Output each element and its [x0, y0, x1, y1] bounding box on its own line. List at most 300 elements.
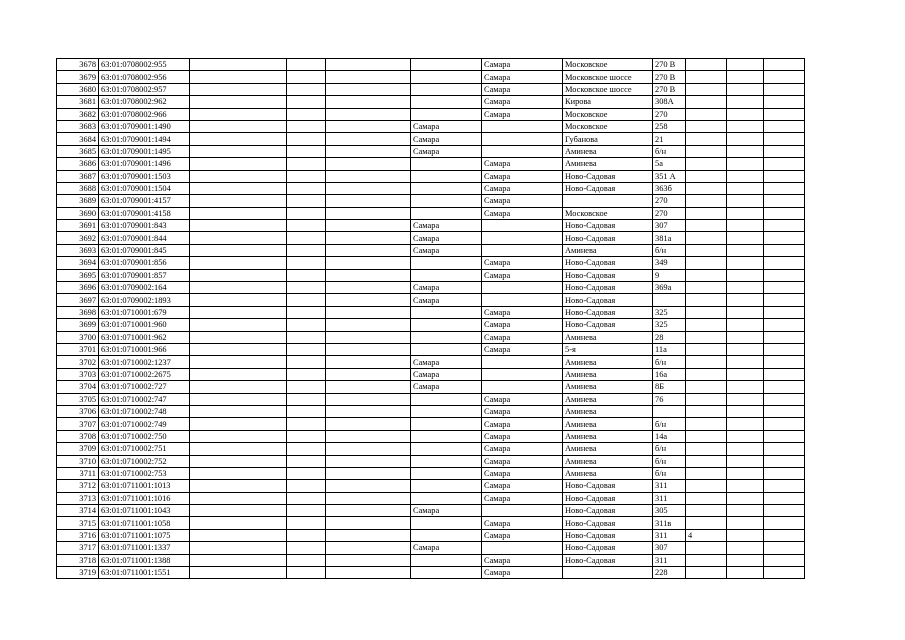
cell-col-e — [326, 120, 411, 132]
cell-col-c — [190, 108, 287, 120]
cell-col-c — [190, 480, 287, 492]
table-row — [57, 554, 805, 566]
cell-col-d — [287, 492, 326, 504]
cell-row-number: 3682 — [57, 108, 99, 120]
cell-col-j — [686, 505, 727, 517]
cell-col-c — [190, 232, 287, 244]
cell-col-k — [727, 170, 764, 182]
cell-col-c — [190, 282, 287, 294]
cell-row-number: 3684 — [57, 133, 99, 145]
cell-row-number: 3717 — [57, 542, 99, 554]
cell-col-c — [190, 455, 287, 467]
cell-col-c — [190, 529, 287, 541]
table-row — [57, 517, 805, 529]
cell-col-k — [727, 542, 764, 554]
cell-house: 21 — [653, 133, 686, 145]
cell-cadastral-number: 63:01:0710002:2675 — [99, 368, 190, 380]
cell-street: Ново-Садовая — [563, 505, 653, 517]
cell-col-j — [686, 71, 727, 83]
cell-house: 14а — [653, 430, 686, 442]
cell-col-j: 4 — [686, 529, 727, 541]
cell-col-e — [326, 133, 411, 145]
cell-col-e — [326, 505, 411, 517]
cell-col-k — [727, 356, 764, 368]
cell-cadastral-number: 63:01:0710001:966 — [99, 343, 190, 355]
cell-cadastral-number: 63:01:0711001:1043 — [99, 505, 190, 517]
cell-city-a: Самара — [411, 542, 482, 554]
cell-col-j — [686, 145, 727, 157]
cell-col-k — [727, 381, 764, 393]
cell-house: б/н — [653, 467, 686, 479]
cell-house: 311 — [653, 554, 686, 566]
cell-col-l — [764, 257, 805, 269]
cell-city-a — [411, 405, 482, 417]
cell-city-b: Самара — [482, 59, 563, 71]
cell-col-d — [287, 220, 326, 232]
cell-col-j — [686, 480, 727, 492]
cell-row-number: 3690 — [57, 207, 99, 219]
cell-street: Московское — [563, 59, 653, 71]
table-row — [57, 430, 805, 442]
cell-city-a — [411, 207, 482, 219]
cell-street: Ново-Садовая — [563, 319, 653, 331]
cell-col-k — [727, 467, 764, 479]
cell-col-d — [287, 356, 326, 368]
cell-cadastral-number: 63:01:0708002:966 — [99, 108, 190, 120]
cell-city-b: Самара — [482, 480, 563, 492]
cell-col-j — [686, 133, 727, 145]
cell-col-j — [686, 492, 727, 504]
cell-city-a — [411, 257, 482, 269]
cell-col-j — [686, 356, 727, 368]
cell-col-e — [326, 195, 411, 207]
cell-col-l — [764, 120, 805, 132]
cell-row-number: 3719 — [57, 567, 99, 579]
cell-cadastral-number: 63:01:0711001:1016 — [99, 492, 190, 504]
cell-col-e — [326, 567, 411, 579]
cell-col-j — [686, 554, 727, 566]
cell-city-b: Самара — [482, 443, 563, 455]
cell-col-k — [727, 207, 764, 219]
cell-col-c — [190, 120, 287, 132]
cell-col-l — [764, 182, 805, 194]
cell-row-number: 3710 — [57, 455, 99, 467]
cell-cadastral-number: 63:01:0710002:1237 — [99, 356, 190, 368]
cell-col-c — [190, 71, 287, 83]
cell-street — [563, 567, 653, 579]
cell-house: 270 В — [653, 71, 686, 83]
cell-col-e — [326, 207, 411, 219]
cell-col-l — [764, 71, 805, 83]
cell-street: 5-я — [563, 343, 653, 355]
cell-city-a — [411, 71, 482, 83]
cell-col-j — [686, 455, 727, 467]
cell-col-k — [727, 418, 764, 430]
cell-street: Аминева — [563, 405, 653, 417]
cell-col-j — [686, 567, 727, 579]
cell-col-c — [190, 158, 287, 170]
cell-street: Кирова — [563, 96, 653, 108]
cell-house — [653, 405, 686, 417]
cell-col-e — [326, 83, 411, 95]
cell-house: 5а — [653, 158, 686, 170]
cell-house: 325 — [653, 306, 686, 318]
cell-col-e — [326, 220, 411, 232]
cell-city-b — [482, 381, 563, 393]
cell-street: Ново-Садовая — [563, 232, 653, 244]
table-row — [57, 244, 805, 256]
cell-col-k — [727, 145, 764, 157]
cell-col-e — [326, 356, 411, 368]
cell-col-k — [727, 232, 764, 244]
cell-city-b: Самара — [482, 170, 563, 182]
cell-row-number: 3700 — [57, 331, 99, 343]
cell-col-j — [686, 306, 727, 318]
cell-street: Губанова — [563, 133, 653, 145]
cell-house: 270 — [653, 207, 686, 219]
cell-col-l — [764, 220, 805, 232]
cell-row-number: 3680 — [57, 83, 99, 95]
cell-col-j — [686, 343, 727, 355]
cell-house: 8Б — [653, 381, 686, 393]
cell-row-number: 3705 — [57, 393, 99, 405]
cell-city-b — [482, 542, 563, 554]
cell-city-b: Самара — [482, 492, 563, 504]
cell-col-e — [326, 170, 411, 182]
cell-house: 351 А — [653, 170, 686, 182]
cell-street: Ново-Садовая — [563, 269, 653, 281]
cell-house: 76 — [653, 393, 686, 405]
cell-col-k — [727, 443, 764, 455]
cell-col-c — [190, 145, 287, 157]
cell-cadastral-number: 63:01:0709001:4157 — [99, 195, 190, 207]
cell-city-a — [411, 529, 482, 541]
table-row — [57, 505, 805, 517]
cell-cadastral-number: 63:01:0711001:1551 — [99, 567, 190, 579]
cell-col-c — [190, 368, 287, 380]
cell-col-j — [686, 120, 727, 132]
cell-col-l — [764, 269, 805, 281]
cell-col-j — [686, 170, 727, 182]
cell-col-l — [764, 467, 805, 479]
table-row — [57, 455, 805, 467]
cell-col-e — [326, 294, 411, 306]
table-row — [57, 356, 805, 368]
cell-col-d — [287, 83, 326, 95]
cell-street: Аминева — [563, 145, 653, 157]
cell-col-e — [326, 343, 411, 355]
cell-col-c — [190, 59, 287, 71]
cell-col-k — [727, 71, 764, 83]
cell-col-k — [727, 59, 764, 71]
table-row — [57, 59, 805, 71]
cell-col-j — [686, 108, 727, 120]
cell-row-number: 3711 — [57, 467, 99, 479]
cell-row-number: 3701 — [57, 343, 99, 355]
table-row — [57, 220, 805, 232]
cell-street: Аминева — [563, 331, 653, 343]
cell-col-d — [287, 170, 326, 182]
cell-col-d — [287, 59, 326, 71]
cell-col-l — [764, 170, 805, 182]
cell-col-d — [287, 554, 326, 566]
table-row — [57, 120, 805, 132]
cell-row-number: 3687 — [57, 170, 99, 182]
cell-col-k — [727, 282, 764, 294]
cell-col-e — [326, 529, 411, 541]
cell-city-a — [411, 418, 482, 430]
cell-city-b: Самара — [482, 71, 563, 83]
cell-city-b: Самара — [482, 182, 563, 194]
table-row — [57, 83, 805, 95]
cell-street: Аминева — [563, 368, 653, 380]
cell-cadastral-number: 63:01:0711001:1337 — [99, 542, 190, 554]
cell-house: 305 — [653, 505, 686, 517]
cell-col-c — [190, 269, 287, 281]
cell-col-e — [326, 319, 411, 331]
cell-col-j — [686, 381, 727, 393]
cell-col-k — [727, 331, 764, 343]
cell-col-k — [727, 220, 764, 232]
cell-cadastral-number: 63:01:0710002:748 — [99, 405, 190, 417]
cell-col-e — [326, 145, 411, 157]
cell-col-k — [727, 96, 764, 108]
cell-col-j — [686, 331, 727, 343]
cell-house: 228 — [653, 567, 686, 579]
cell-col-j — [686, 467, 727, 479]
cell-col-d — [287, 120, 326, 132]
cell-col-c — [190, 207, 287, 219]
cell-street: Ново-Садовая — [563, 306, 653, 318]
cell-street: Аминева — [563, 467, 653, 479]
cell-col-c — [190, 430, 287, 442]
cell-city-b: Самара — [482, 418, 563, 430]
cell-city-b: Самара — [482, 158, 563, 170]
cell-col-c — [190, 381, 287, 393]
cell-col-d — [287, 430, 326, 442]
cell-col-j — [686, 282, 727, 294]
cell-cadastral-number: 63:01:0709001:856 — [99, 257, 190, 269]
cell-col-e — [326, 269, 411, 281]
cell-col-k — [727, 133, 764, 145]
cell-city-b: Самара — [482, 319, 563, 331]
cell-row-number: 3702 — [57, 356, 99, 368]
cell-col-d — [287, 108, 326, 120]
cell-cadastral-number: 63:01:0709001:1490 — [99, 120, 190, 132]
cell-city-a — [411, 83, 482, 95]
cell-col-l — [764, 517, 805, 529]
cell-street: Ново-Садовая — [563, 542, 653, 554]
cell-col-d — [287, 195, 326, 207]
cell-col-e — [326, 182, 411, 194]
cell-col-k — [727, 529, 764, 541]
table-row — [57, 207, 805, 219]
cell-street: Ново-Садовая — [563, 220, 653, 232]
cell-col-d — [287, 381, 326, 393]
cell-street: Ново-Садовая — [563, 282, 653, 294]
cell-col-k — [727, 430, 764, 442]
cell-house: 28 — [653, 331, 686, 343]
cell-col-d — [287, 182, 326, 194]
cell-col-d — [287, 467, 326, 479]
cell-street: Ново-Садовая — [563, 480, 653, 492]
cell-col-l — [764, 108, 805, 120]
cell-row-number: 3714 — [57, 505, 99, 517]
cell-col-c — [190, 96, 287, 108]
cell-cadastral-number: 63:01:0711001:1058 — [99, 517, 190, 529]
cell-col-j — [686, 405, 727, 417]
cell-row-number: 3713 — [57, 492, 99, 504]
cell-city-a: Самара — [411, 133, 482, 145]
cell-col-d — [287, 368, 326, 380]
cell-col-k — [727, 455, 764, 467]
cell-street: Аминева — [563, 244, 653, 256]
cell-city-a — [411, 108, 482, 120]
cell-col-j — [686, 443, 727, 455]
cell-col-l — [764, 529, 805, 541]
cell-col-l — [764, 331, 805, 343]
cell-col-d — [287, 232, 326, 244]
cell-col-k — [727, 83, 764, 95]
cell-cadastral-number: 63:01:0708002:957 — [99, 83, 190, 95]
table-row — [57, 331, 805, 343]
cell-row-number: 3681 — [57, 96, 99, 108]
cell-col-e — [326, 244, 411, 256]
cell-cadastral-number: 63:01:0710002:727 — [99, 381, 190, 393]
cell-col-c — [190, 220, 287, 232]
cell-cadastral-number: 63:01:0708002:955 — [99, 59, 190, 71]
cell-col-e — [326, 554, 411, 566]
cell-row-number: 3716 — [57, 529, 99, 541]
cell-house: 270 В — [653, 83, 686, 95]
table-row — [57, 145, 805, 157]
cell-cadastral-number: 63:01:0709001:1504 — [99, 182, 190, 194]
cell-city-b: Самара — [482, 269, 563, 281]
cell-street: Ново-Садовая — [563, 529, 653, 541]
cell-col-l — [764, 393, 805, 405]
cell-cadastral-number: 63:01:0709001:845 — [99, 244, 190, 256]
table-row — [57, 96, 805, 108]
cell-city-a — [411, 158, 482, 170]
cell-col-e — [326, 443, 411, 455]
cell-col-l — [764, 282, 805, 294]
cell-col-l — [764, 356, 805, 368]
table-row — [57, 158, 805, 170]
cell-city-b: Самара — [482, 467, 563, 479]
cell-cadastral-number: 63:01:0711001:1075 — [99, 529, 190, 541]
table-row — [57, 393, 805, 405]
cell-col-c — [190, 418, 287, 430]
cell-col-e — [326, 430, 411, 442]
cell-city-a — [411, 554, 482, 566]
cell-col-k — [727, 294, 764, 306]
cell-row-number: 3697 — [57, 294, 99, 306]
cell-cadastral-number: 63:01:0710002:747 — [99, 393, 190, 405]
cell-col-d — [287, 343, 326, 355]
cell-house: 258 — [653, 120, 686, 132]
cell-city-a: Самара — [411, 244, 482, 256]
cell-house — [653, 294, 686, 306]
cell-cadastral-number: 63:01:0709002:1893 — [99, 294, 190, 306]
cell-col-k — [727, 158, 764, 170]
cell-cadastral-number: 63:01:0709001:844 — [99, 232, 190, 244]
cell-col-d — [287, 529, 326, 541]
cell-col-e — [326, 405, 411, 417]
cell-col-k — [727, 393, 764, 405]
cell-city-b — [482, 356, 563, 368]
table-row — [57, 170, 805, 182]
table-row — [57, 492, 805, 504]
cell-col-j — [686, 517, 727, 529]
cell-col-e — [326, 393, 411, 405]
cell-street: Аминева — [563, 455, 653, 467]
cell-house: б/н — [653, 455, 686, 467]
cell-col-k — [727, 517, 764, 529]
table-row — [57, 108, 805, 120]
cell-col-k — [727, 492, 764, 504]
cell-street: Аминева — [563, 158, 653, 170]
cell-street: Ново-Садовая — [563, 492, 653, 504]
cell-col-l — [764, 343, 805, 355]
cell-col-k — [727, 182, 764, 194]
cell-house: 363б — [653, 182, 686, 194]
cell-row-number: 3709 — [57, 443, 99, 455]
cell-city-b: Самара — [482, 554, 563, 566]
cell-col-e — [326, 368, 411, 380]
cell-col-l — [764, 505, 805, 517]
cell-city-a: Самара — [411, 145, 482, 157]
cell-city-a — [411, 467, 482, 479]
cell-col-d — [287, 96, 326, 108]
table-row — [57, 269, 805, 281]
cell-row-number: 3703 — [57, 368, 99, 380]
cell-street: Аминева — [563, 356, 653, 368]
cell-street: Ново-Садовая — [563, 182, 653, 194]
cell-col-l — [764, 96, 805, 108]
cell-col-k — [727, 368, 764, 380]
cell-city-a — [411, 567, 482, 579]
cell-col-d — [287, 517, 326, 529]
cell-cadastral-number: 63:01:0710002:750 — [99, 430, 190, 442]
cell-city-b: Самара — [482, 83, 563, 95]
cell-col-c — [190, 182, 287, 194]
cell-city-a — [411, 306, 482, 318]
cell-col-l — [764, 59, 805, 71]
cell-row-number: 3694 — [57, 257, 99, 269]
cell-cadastral-number: 63:01:0709001:1503 — [99, 170, 190, 182]
cell-city-b: Самара — [482, 257, 563, 269]
cell-col-e — [326, 517, 411, 529]
cell-row-number: 3696 — [57, 282, 99, 294]
cell-row-number: 3695 — [57, 269, 99, 281]
cell-cadastral-number: 63:01:0709001:857 — [99, 269, 190, 281]
cell-col-l — [764, 232, 805, 244]
cell-cadastral-number: 63:01:0710002:751 — [99, 443, 190, 455]
table-row — [57, 282, 805, 294]
cell-city-b — [482, 368, 563, 380]
cell-city-b — [482, 294, 563, 306]
cell-city-b: Самара — [482, 343, 563, 355]
cell-col-d — [287, 257, 326, 269]
cell-house: б/н — [653, 356, 686, 368]
table-row — [57, 567, 805, 579]
cell-col-e — [326, 381, 411, 393]
cell-city-a — [411, 480, 482, 492]
cell-house: 311 — [653, 480, 686, 492]
table-row — [57, 381, 805, 393]
table-row — [57, 443, 805, 455]
cell-city-a: Самара — [411, 368, 482, 380]
